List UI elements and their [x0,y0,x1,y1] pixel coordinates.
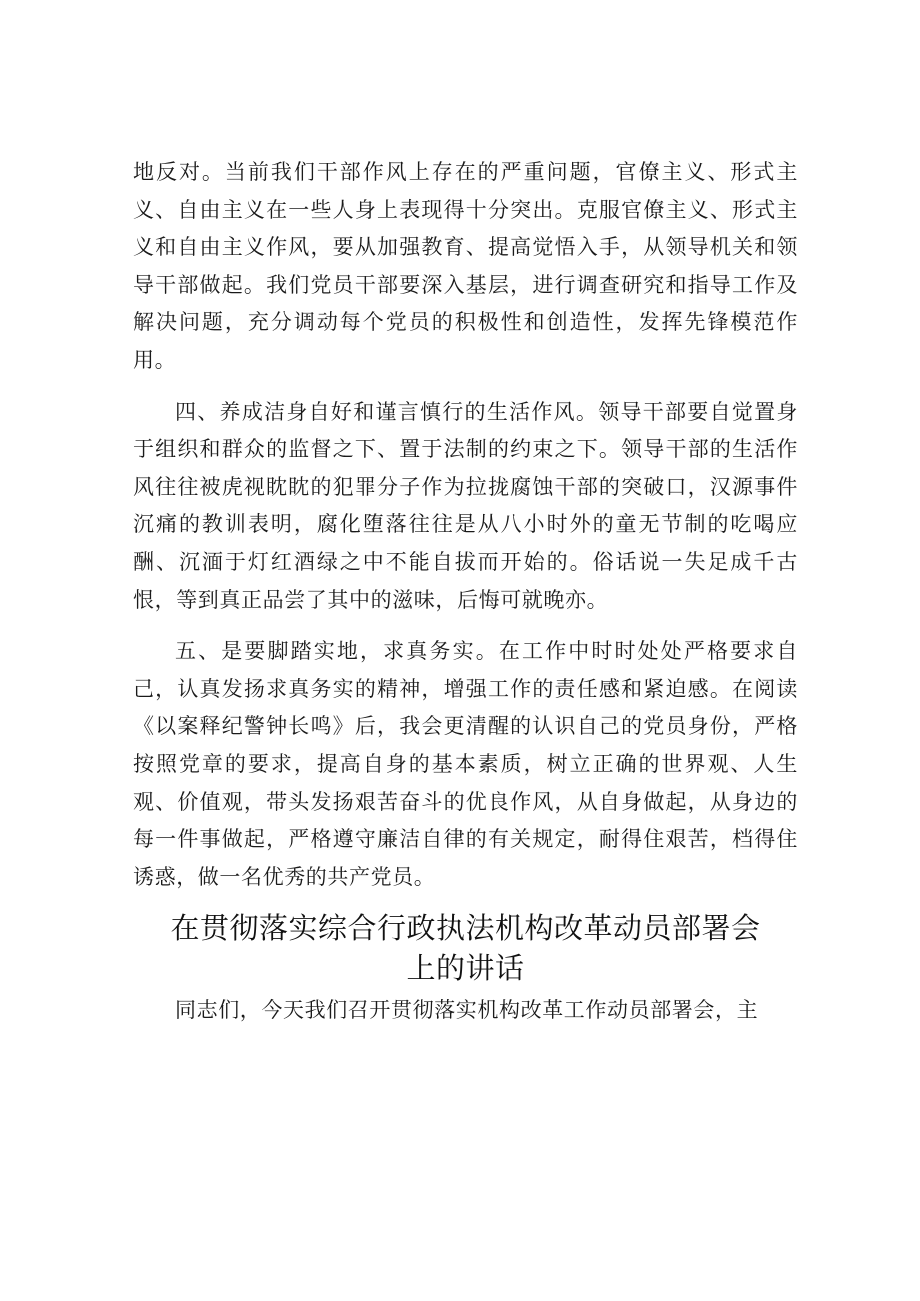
speech-title-line-2: 上的讲话 [406,951,525,986]
paragraph-work-style: 地反对。当前我们干部作风上存在的严重问题，官僚主义、形式主义、自由主义在一些人身上表现得十分突出。克服官僚主义、形式主义和自由主义作风，要从加强教育、提高觉悟入手，从领导机关和领导干部做起。我们党员干部要深入基层，进行调查研究和指导工作及解决问题，充分调动每个党员的积极性和创造性，发挥先锋模范作用。 [133,160,798,372]
paragraph-point-four: 四、养成洁身自好和谨言慎行的生活作风。领导干部要自觉置身于组织和群众的监督之下、置于法制的约束之下。领导干部的生活作风往往被虎视眈眈的犯罪分子作为拉拢腐蚀干部的突破口，汉源事件沉痛的教训表明，腐化堕落往往是从八小时外的童无节制的吃喝应酬、沉湎于灯红酒绿之中不能自拔而开始的。俗话说一失足成千古恨，等到真正品尝了其中的滋味，后悔可就晚亦。 [133,399,798,612]
speech-opening: 同志们，今天我们召开贯彻落实机构改革工作动员部署会，主 [175,998,759,1023]
document-page [133,154,798,1030]
speech-title [133,908,798,988]
paragraph-point-five: 五、是要脚踏实地，求真务实。在工作中时时处处严格要求自己，认真发扬求真务实的精神，增强工作的责任感和紧迫感。在阅读《以案释纪警钟长鸣》后，我会更清醒的认识自己的党员身份，严格按照党章的要求，提高自身的基本素质，树立正确的世界观、人生观、价值观，带头发扬艰苦奋斗的优良作风，从自身做起，从身边的每一件事做起，严格遵守廉洁自律的有关规定，耐得住艰苦，档得住诱惑，做一名优秀的共产党员。 [133,639,798,889]
speech-title-line-1: 在贯彻落实综合行政执法机构改革动员部署会 [170,911,761,946]
